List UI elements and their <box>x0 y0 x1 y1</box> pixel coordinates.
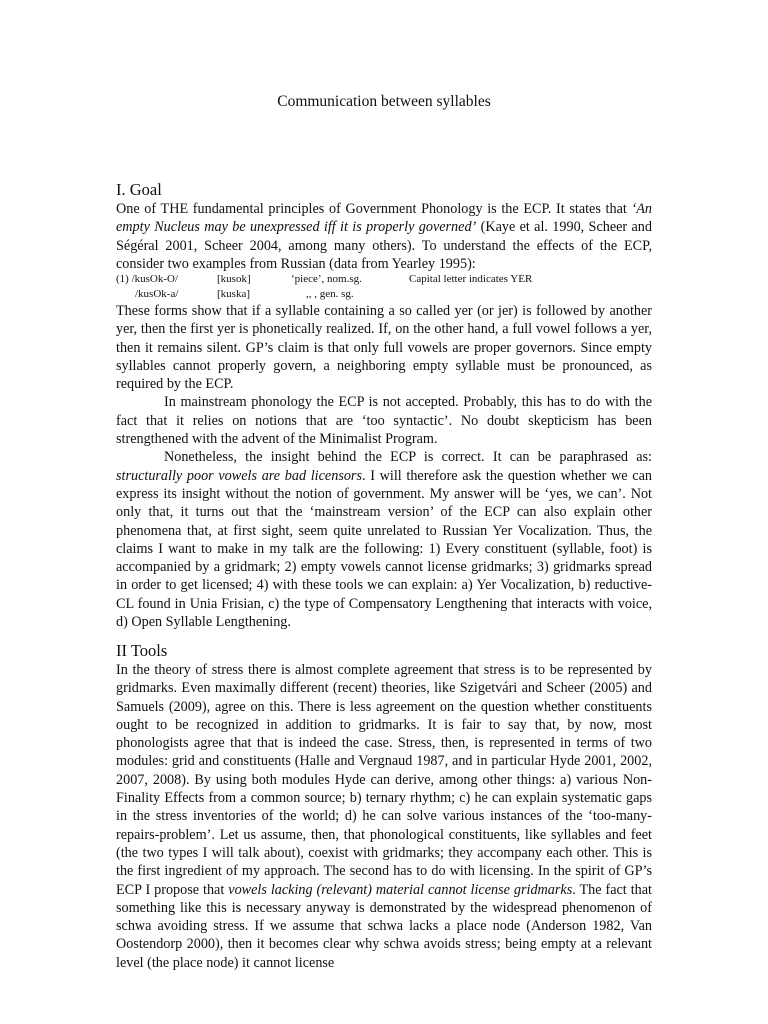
goal-body <box>116 302 652 631</box>
section-heading-goal: I. Goal <box>116 180 162 199</box>
text-run: Nonetheless, the insight behind the ECP is correct. It can be paraphrased as: <box>164 449 652 466</box>
example-row-2 <box>116 287 652 302</box>
section-heading-tools: II Tools <box>116 641 168 660</box>
text-run: . I will therefore ask the question whether we can express its insight without the notion of government. My answer will be ‘yes, we can’. Not only that, it turns out that the ‘mainstream version’ of the ECP can also explain other phenomena that, at first sight, seem quite unrelated to Russian Yer Vocalization. Thus, the claims I want to make in my talk are the following: 1) Every constituent (syllable, foot) is accompanied by a gridmark; 2) empty vowels cannot license gridmarks; 3) gridmarks spread in order to get licensed; 4) with these tools we can explain: a) Yer Vocalization, b) reductive-CL found in Unia Frisian, c) the type of Compensatory Lengthening that interacts with voice, d) Open Syllable Lengthening. <box>116 467 652 631</box>
russian-example-table <box>116 272 652 302</box>
example-gloss: ‘piece’, nom.sg. <box>291 273 362 285</box>
example-form: (1) /kusOk-O/ <box>116 273 179 285</box>
paraphrase-italic: structurally poor vowels are bad licensors <box>116 467 362 484</box>
paragraph-mainstream: In mainstream phonology the ECP is not accepted. Probably, this has to do with the fact that it relies on notions that are ‘too syntactic’. No doubt skepticism has been strengthened with the advent of the Minimalist Program. <box>116 394 652 448</box>
paragraph-tools <box>116 661 652 972</box>
licensing-proposal-italic: vowels lacking (relevant) material cannot license gridmarks <box>228 881 573 898</box>
text-run: In the theory of stress there is almost complete agreement that stress is to be represented by gridmarks. Even maximally different (recent) theories, like Szigetvári and Scheer (2005) and Samuels (2009), agree on this. There is less agreement on the question whether constituents ought to be recognized in addition to gridmarks. It is fair to say that, by now, most phonologists agree that that is indeed the case. Stress, then, is represented in terms of two modules: grid and constituents (Halle and Vergnaud 1987, and in particular Hyde 2001, 2002, 2007, 2008). By using both modules Hyde can derive, among other things: a) various Non-Finality Effects from a common source; b) ternary rhythm; c) he can explain systematic gaps in the stress inventories of the world; d) he can solve various instances of the ‘too-many-repairs-problem’. Let us assume, then, that phonological constituents, like syllables and feet (the two types I will talk about), coexist with gridmarks; they accompany each other. This is the first ingredient of my approach. The second has to do with licensing. In the spirit of GP’s ECP I propose that <box>116 662 652 898</box>
paragraph-claims <box>116 448 652 631</box>
example-phonetic: [kusok] <box>217 273 251 285</box>
example-note: Capital letter indicates YER <box>409 273 533 285</box>
example-form: /kusOk-a/ <box>135 288 179 300</box>
text-run: . The fact that something like this is necessary anyway is demonstrated by the widespread phenomenon of schwa avoiding stress. If we assume that schwa lacks a place node (Anderson 1982, Van Oostendorp 2000), then it becomes clear why schwa avoids stress; being empty at a relevant level (the place node) it cannot license <box>116 881 652 971</box>
text-run: One of THE fundamental principles of Government Phonology is the ECP. It states that <box>116 201 632 217</box>
example-gloss: ,, , gen. sg. <box>306 288 354 300</box>
example-row-1 <box>116 272 652 287</box>
example-phonetic: [kuska] <box>217 288 250 300</box>
paragraph-yer-explanation: These forms show that if a syllable containing a so called yer (or jer) is followed by another yer, then the first yer is phonetically realized. If, on the other hand, a full vowel follows a yer, then it remains silent. GP’s claim is that only full vowels are proper governors. Since empty syllables cannot properly govern, a neighboring empty syllable must be pronounced, as required by the ECP. <box>116 303 652 393</box>
paragraph-goal-intro <box>116 200 652 273</box>
ecp-definition-italic: ‘An empty Nucleus may be unexpressed iff it is properly governed’ <box>116 201 652 236</box>
document-title: Communication between syllables <box>277 93 491 110</box>
text-run: (Kaye et al. 1990, Scheer and Ségéral 2001, Scheer 2004, among many others). To understand the effects of the ECP, consider two examples from Russian (data from Yearley 1995): <box>116 219 652 272</box>
